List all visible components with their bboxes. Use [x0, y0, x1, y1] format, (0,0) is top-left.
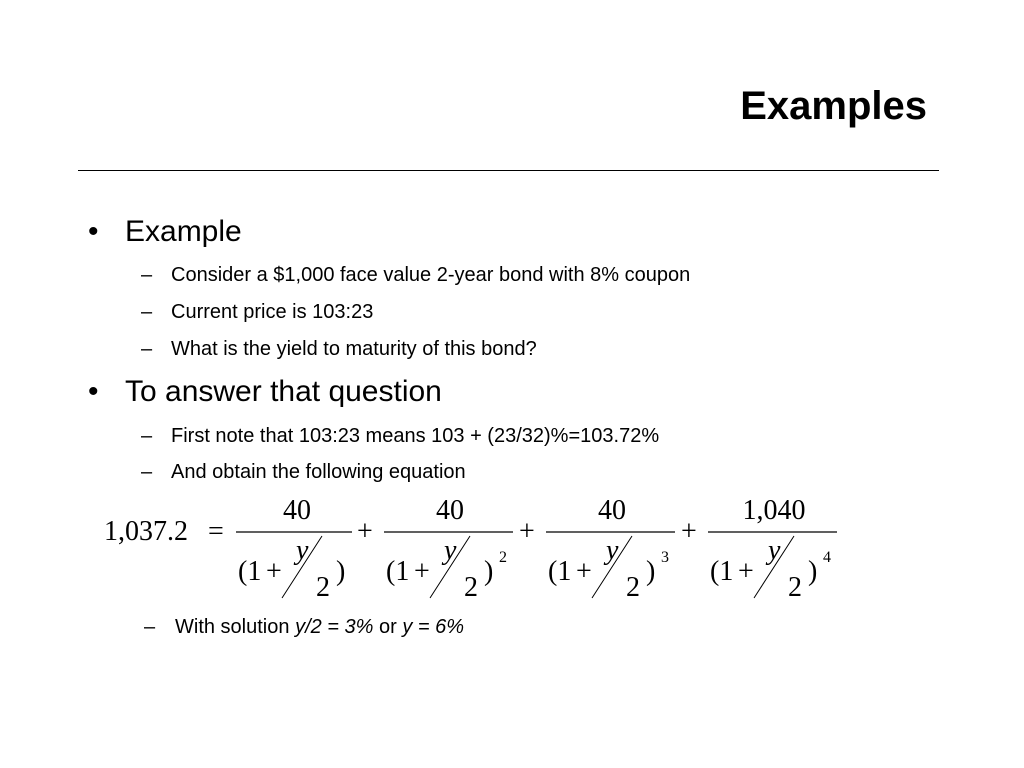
slide-title: Examples — [740, 84, 927, 128]
sub-bullet-text: What is the yield to maturity of this bond? — [171, 338, 537, 360]
sub-bullet-text: Consider a $1,000 face value 2-year bond with 8% coupon — [171, 264, 691, 286]
bullet-text: Example — [125, 215, 242, 248]
solution-yield: y = 6% — [402, 616, 465, 638]
title-divider — [78, 170, 939, 171]
inner-plus: + — [738, 556, 754, 587]
dash-marker: – — [144, 616, 156, 638]
denominator-two: 2 — [626, 572, 640, 603]
plus-sign: + — [519, 516, 535, 547]
yield-variable: y — [296, 535, 309, 566]
sub-bullet-text: First note that 103:23 means 103 + (23/32)%=103.72% — [171, 425, 660, 447]
dash-marker: – — [141, 338, 153, 360]
exponent: 2 — [499, 549, 507, 566]
yield-variable: y — [606, 535, 619, 566]
term-numerator: 40 — [598, 495, 626, 526]
bullet-text: To answer that question — [125, 375, 442, 408]
solution-connector: or — [373, 616, 403, 638]
sub-bullet-text: And obtain the following equation — [171, 461, 466, 483]
inner-plus: + — [576, 556, 592, 587]
denominator-two: 2 — [464, 572, 478, 603]
yield-variable: y — [444, 535, 457, 566]
inner-plus: + — [266, 556, 282, 587]
dash-marker: – — [141, 425, 153, 447]
equals-sign: = — [208, 516, 224, 547]
term-numerator: 1,040 — [742, 495, 806, 526]
sub-bullet-text: Current price is 103:23 — [171, 301, 374, 323]
term-numerator: 40 — [436, 495, 464, 526]
dash-marker: – — [141, 264, 153, 286]
yield-variable: y — [768, 535, 781, 566]
term-numerator: 40 — [283, 495, 311, 526]
inner-plus: + — [414, 556, 430, 587]
plus-sign: + — [681, 516, 697, 547]
open-paren: (1 — [386, 556, 410, 587]
open-paren: (1 — [548, 556, 572, 587]
dash-marker: – — [141, 301, 153, 323]
dash-marker: – — [141, 461, 153, 483]
equation-graphic — [100, 488, 860, 608]
equation-lhs: 1,037.2 — [104, 516, 188, 547]
bond-price-equation — [100, 488, 860, 608]
close-paren: ) — [646, 556, 656, 587]
bullet-marker: • — [88, 375, 99, 408]
exponent: 3 — [661, 549, 669, 566]
denominator-two: 2 — [316, 572, 330, 603]
exponent: 4 — [823, 549, 831, 566]
open-paren: (1 — [710, 556, 734, 587]
bullet-marker: • — [88, 215, 99, 248]
open-paren: (1 — [238, 556, 262, 587]
close-paren: ) — [336, 556, 346, 587]
solution-prefix: With solution — [175, 616, 296, 638]
denominator-two: 2 — [788, 572, 802, 603]
solution-half-yield: y/2 = 3% — [295, 616, 374, 638]
plus-sign: + — [357, 516, 373, 547]
solution-text — [175, 615, 464, 639]
close-paren: ) — [484, 556, 494, 587]
close-paren: ) — [808, 556, 818, 587]
